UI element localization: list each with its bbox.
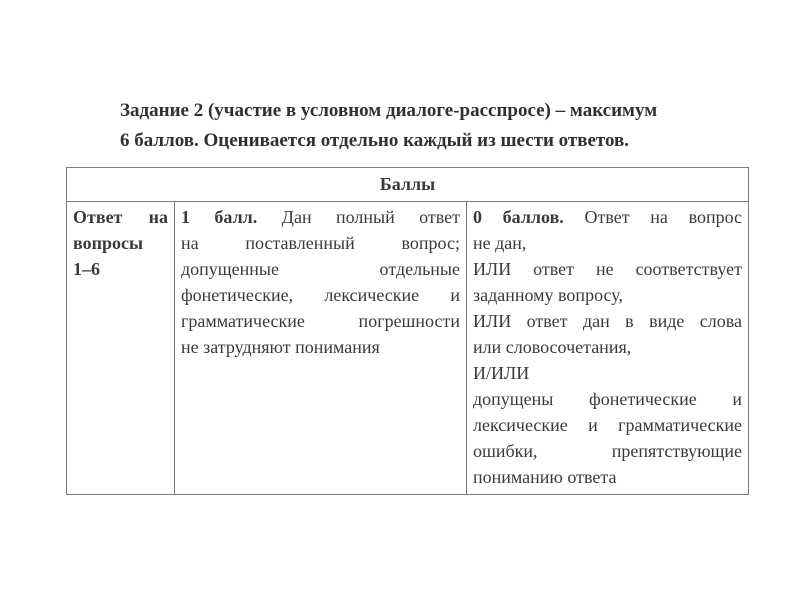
row-label: [67, 202, 175, 495]
table-row: [67, 202, 749, 495]
zero-points-criteria: [467, 202, 749, 495]
zero-points-score: 0 баллов.: [473, 207, 564, 227]
criteria-line: допущены фонетические и: [473, 389, 743, 409]
criteria-line: допущенные отдельные: [181, 259, 460, 279]
scoring-table: [66, 167, 749, 495]
criteria-line: ошибки, препятствующие: [473, 441, 743, 461]
criteria-line: не затрудняют понимания: [181, 337, 380, 357]
row-label-line-3: 1–6: [73, 259, 100, 279]
criteria-line: фонетические, лексические и: [181, 285, 460, 305]
criteria-line: заданному вопросу,: [473, 285, 623, 305]
criteria-line: грамматические погрешности: [181, 311, 460, 331]
row-label-line-1: Ответ на: [73, 207, 168, 227]
table-header-row: [67, 168, 749, 202]
task-heading: [120, 96, 740, 156]
points-header: Баллы: [67, 168, 749, 202]
criteria-line: И/ИЛИ: [473, 363, 530, 383]
criteria-line: лексические и грамматические: [473, 415, 743, 435]
one-point-score: 1 балл.: [181, 207, 258, 227]
criteria-line: ИЛИ ответ не соответствует: [473, 259, 743, 279]
row-label-line-2: вопросы: [73, 233, 144, 253]
criteria-line: 0 баллов. Ответ на вопрос: [473, 207, 743, 227]
criteria-line: или словосочетания,: [473, 337, 632, 357]
criteria-line: ИЛИ ответ дан в виде слова: [473, 311, 743, 331]
task-heading-line-1: Задание 2 (участие в условном диалоге-расспросе) – максимум: [120, 100, 658, 121]
criteria-line: пониманию ответа: [473, 467, 617, 487]
one-point-criteria: [175, 202, 467, 495]
criteria-line: не дан,: [473, 233, 527, 253]
criteria-line: на поставленный вопрос;: [181, 233, 460, 253]
task-heading-line-2: 6 баллов. Оценивается отдельно каждый из шести ответов.: [120, 130, 630, 151]
criteria-line: 1 балл. Дан полный ответ: [181, 207, 460, 227]
